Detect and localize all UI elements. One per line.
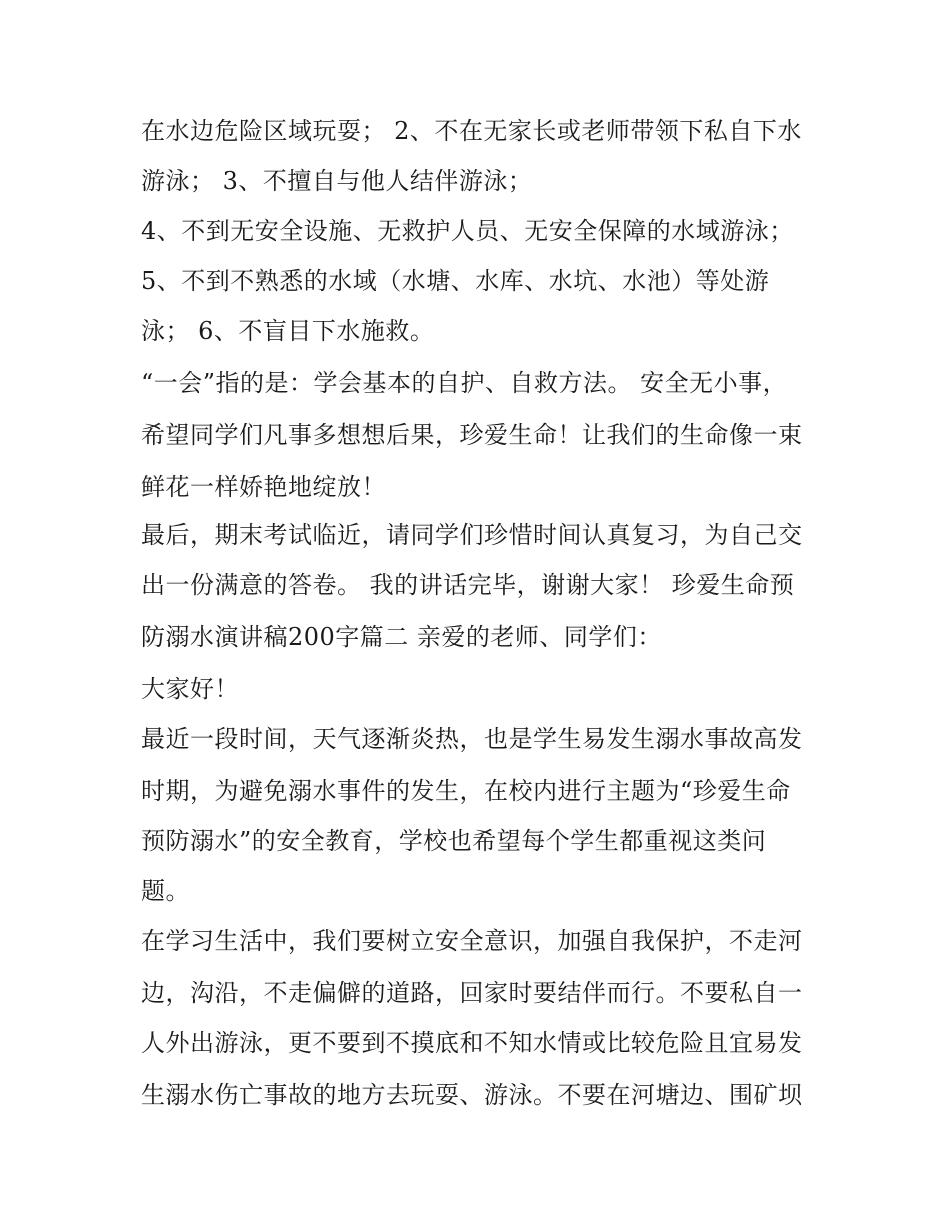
- text-line: “一会”指的是：学会基本的自护、自救方法。 安全无小事，: [141, 369, 788, 397]
- text-line: 在学习生活中，我们要树立安全意识，加强自我保护，不走河: [141, 927, 803, 955]
- text-line: 人外出游泳，更不要到不摸底和不知水情或比较危险且宜易发: [141, 1029, 803, 1057]
- text-line: 防溺水演讲稿200字篇二 亲爱的老师、同学们：: [141, 623, 662, 651]
- text-line: 出一份满意的答卷。 我的讲话完毕，谢谢大家！ 珍爱生命预: [141, 571, 795, 599]
- text-line: 希望同学们凡事多想想后果，珍爱生命！让我们的生命像一束: [141, 421, 803, 449]
- text-line: 4、不到无安全设施、无救护人员、无安全保障的水域游泳；: [141, 217, 794, 245]
- text-line: 预防溺水”的安全教育，学校也希望每个学生都重视这类问: [141, 827, 767, 855]
- text-line: 最后，期末考试临近，请同学们珍惜时间认真复习，为自己交: [141, 521, 803, 549]
- text-line: 生溺水伤亡事故的地方去玩耍、游泳。不要在河塘边、围矿坝: [141, 1081, 803, 1109]
- text-line: 游泳； 3、不擅自与他人结伴游泳；: [141, 167, 533, 195]
- text-line: 题。: [141, 877, 190, 905]
- text-line: 在水边危险区域玩耍； 2、不在无家长或老师带领下私自下水: [141, 117, 802, 145]
- text-line: 鲜花一样娇艳地绽放！: [141, 473, 386, 501]
- text-line: 大家好！: [141, 675, 239, 703]
- text-line: 最近一段时间，天气逐渐炎热，也是学生易发生溺水事故高发: [141, 725, 803, 753]
- text-line: 泳； 6、不盲目下水施救。: [141, 317, 435, 345]
- text-line: 5、不到不熟悉的水域（水塘、水库、水坑、水池）等处游: [141, 267, 770, 295]
- text-line: 时期，为避免溺水事件的发生，在校内进行主题为“珍爱生命: [141, 777, 791, 805]
- text-line: 边，沟沿，不走偏僻的道路，回家时要结伴而行。不要私自一: [141, 979, 803, 1007]
